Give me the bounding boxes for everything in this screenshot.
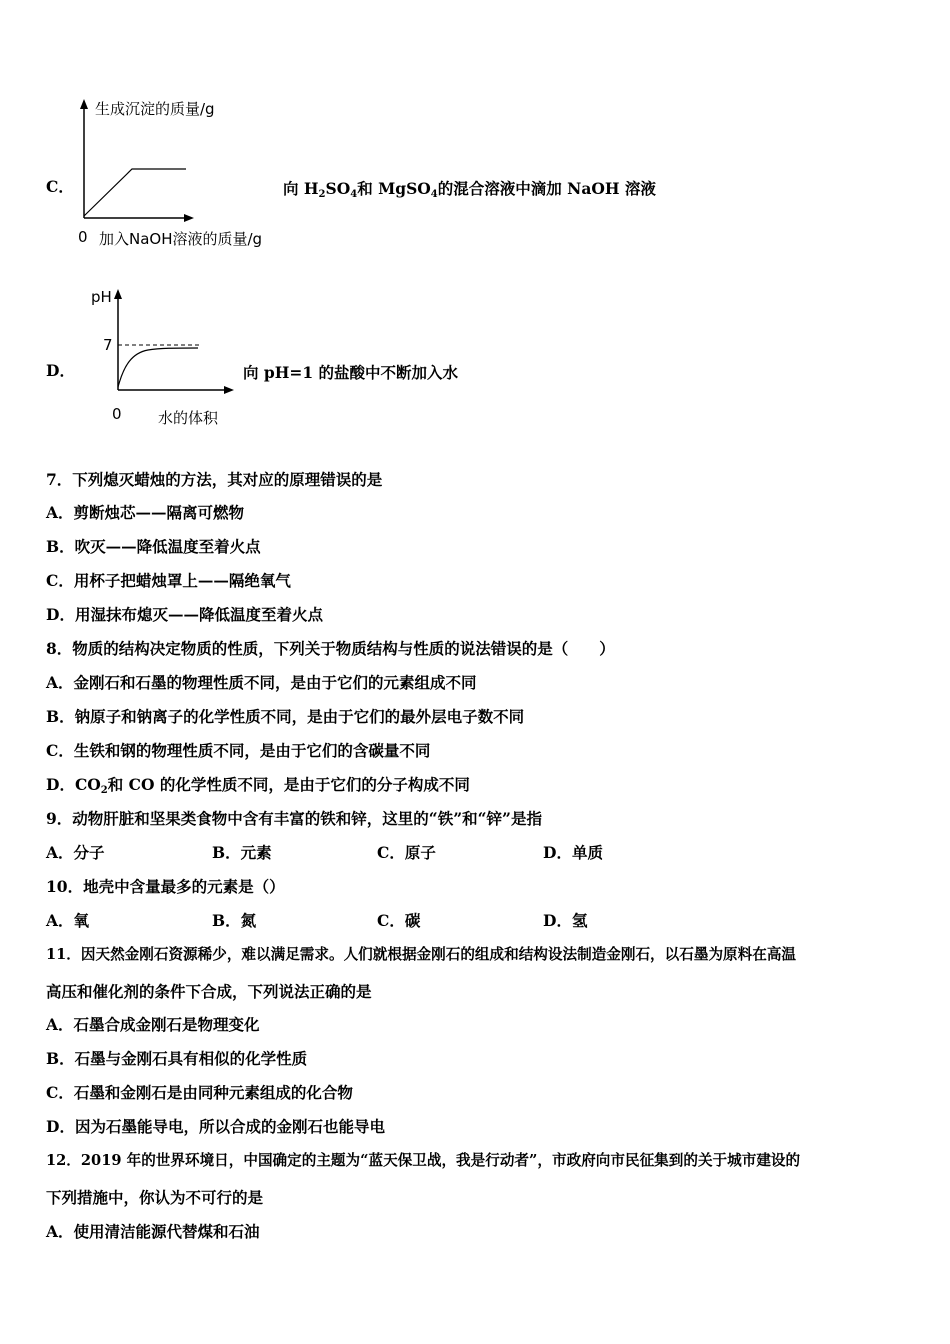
q9-stem: 9．动物肝脏和坚果类食物中含有丰富的铁和锌，这里的“铁”和“锌”是指: [46, 809, 542, 828]
q7-option-c: C．用杯子把蜡烛罩上——隔绝氧气: [46, 571, 291, 590]
q11-option-b: B．石墨与金刚石具有相似的化学性质: [46, 1049, 308, 1068]
q9-option-b: B．元素: [212, 843, 272, 862]
graph-c-curve: [84, 169, 186, 216]
q9-option-c: C．原子: [377, 843, 436, 862]
graph-d-ylabel: pH: [91, 288, 112, 306]
graph-c-description: 向 $H_2SO_4$和 MgSO$_4$的混合溶液中滴加 NaOH 溶液: [283, 179, 656, 200]
q11-option-c: C．石墨和金刚石是由同种元素组成的化合物: [46, 1083, 353, 1102]
q11-option-d: D．因为石墨能导电，所以合成的金刚石也能导电: [46, 1117, 385, 1136]
q11-stem-line2: 高压和催化剂的条件下合成，下列说法正确的是: [46, 982, 372, 1001]
graph-c-x-arrow: [184, 214, 194, 222]
q12-stem-line1: 12．2019 年的世界环境日，中国确定的主题为“蓝天保卫战，我是行动者”，市政府向市民征集到的关于城市建设的: [46, 1152, 801, 1169]
q7-option-d: D．用湿抹布熄灭——降低温度至着火点: [46, 605, 323, 624]
q10-option-a: A．氧: [46, 911, 90, 930]
graph-d-origin: 0: [112, 405, 122, 423]
graph-d-description: 向 pH=1 的盐酸中不断加入水: [243, 363, 459, 382]
graph-d-tick-7: 7: [103, 336, 113, 354]
q8-option-a: A．金刚石和石墨的物理性质不同，是由于它们的元素组成不同: [46, 673, 477, 692]
q8-stem: 8．物质的结构决定物质的性质，下列关于物质结构与性质的说法错误的是（ ）: [46, 639, 615, 658]
graph-d-y-arrow: [114, 289, 122, 299]
graph-d-curve: [118, 348, 198, 387]
q9-option-d: D．单质: [543, 843, 603, 862]
graph-c-ylabel: 生成沉淀的质量/g: [95, 100, 215, 118]
option-c-label: C．: [46, 177, 74, 196]
q10-stem: 10．地壳中含量最多的元素是（）: [46, 877, 285, 896]
graph-d: [100, 285, 240, 405]
q8-option-d: D．$CO_2$和 CO 的化学性质不同，是由于它们的分子构成不同: [46, 775, 470, 796]
q12-option-a: A．使用清洁能源代替煤和石油: [46, 1222, 260, 1241]
q11-stem-line1: 11．因天然金刚石资源稀少，难以满足需求。人们就根据金刚石的组成和结构设法制造金刚石，以石墨为原料在高温: [46, 946, 797, 963]
graph-d-xlabel: 水的体积: [158, 409, 219, 427]
graph-d-x-arrow: [224, 386, 234, 394]
q7-stem: 7．下列熄灭蜡烛的方法，其对应的原理错误的是: [46, 470, 383, 489]
q7-option-b: B．吹灭——降低温度至着火点: [46, 537, 261, 556]
q9-option-a: A．分子: [46, 843, 105, 862]
option-d-label: D．: [46, 361, 75, 380]
graph-c-y-arrow: [80, 99, 88, 109]
graph-c-xlabel: 加入NaOH溶液的质量/g: [99, 230, 263, 248]
q10-option-b: B．氮: [212, 911, 257, 930]
graph-c-origin: 0: [78, 228, 88, 246]
q10-option-d: D．氢: [543, 911, 588, 930]
q10-option-c: C．碳: [377, 911, 421, 930]
q8-option-c: C．生铁和钢的物理性质不同，是由于它们的含碳量不同: [46, 741, 431, 760]
q7-option-a: A．剪断烛芯——隔离可燃物: [46, 503, 245, 522]
q8-option-b: B．钠原子和钠离子的化学性质不同，是由于它们的最外层电子数不同: [46, 707, 525, 726]
q12-stem-line2: 下列措施中，你认为不可行的是: [46, 1188, 264, 1207]
q11-option-a: A．石墨合成金刚石是物理变化: [46, 1015, 260, 1034]
